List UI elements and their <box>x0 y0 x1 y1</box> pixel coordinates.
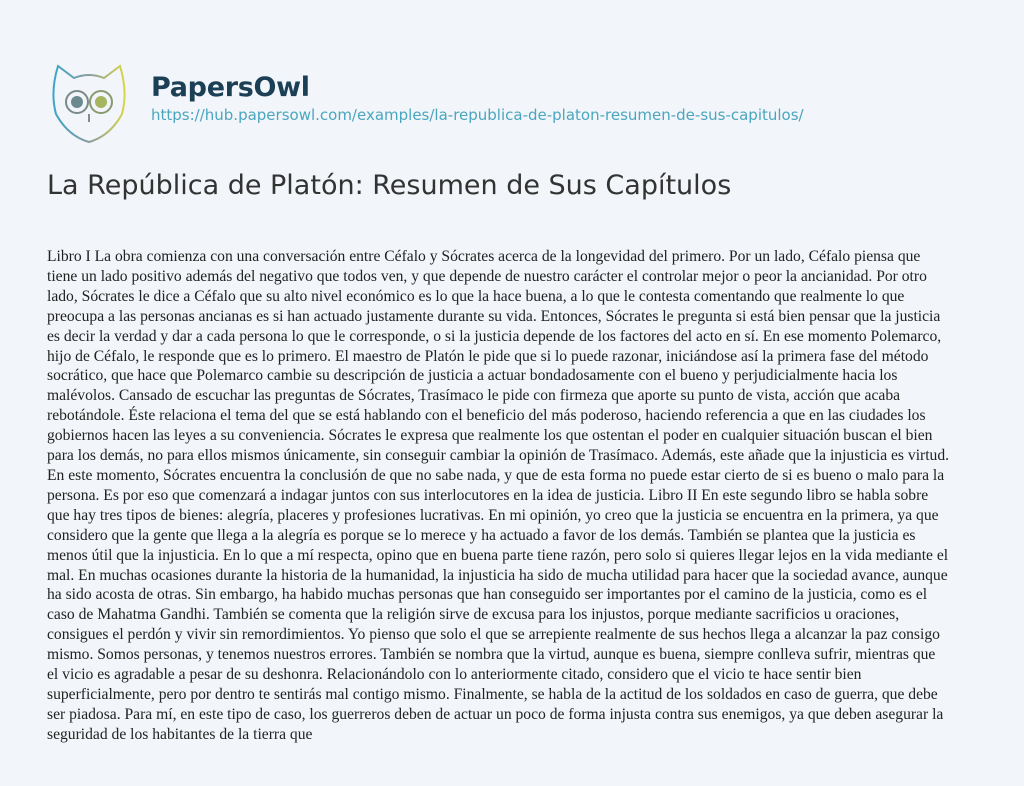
body-text-line: ser piadosa. Para mí, en este tipo de caso, los guerreros deben de actuar un poco de forma injusta contra sus enemigos, ya que deben asegurar la <box>47 705 944 723</box>
body-text-line: gobiernos hacen las leyes a su conveniencia. Sócrates le expresa que realmente los que ostentan el poder en cualquier situación buscan el bien <box>47 427 933 445</box>
document-body <box>47 247 987 745</box>
body-text-line: persona. Es por eso que comenzará a indagar juntos con sus interlocutores en la idea de justicia. Libro II En este segundo libro se habla sobre <box>47 486 929 504</box>
body-text-line: ha sido acosta de otras. Sin embargo, ha habido muchas personas que han conseguido ser importantes por el camino de la justicia, como es el <box>47 586 928 604</box>
site-header <box>48 62 948 142</box>
papersowl-logo-icon[interactable] <box>48 62 130 144</box>
body-text-line: considero que la gente que llega a la alegría es porque se lo merece y ha actuado a favor de los demás. También se plantea que la justicia es <box>47 526 916 544</box>
body-text-line: superficialmente, pero por dentro te sentirás mal contigo mismo. Finalmente, se habla de la actitud de los soldados en caso de guerra, que debe <box>47 685 938 703</box>
body-text-line: tiene un lado positivo además del negativo que todos ven, y que depende de nuestro carácter el controlar mejor o peor la ancianidad. Por otro <box>47 267 927 285</box>
body-text-line: Libro I La obra comienza con una conversación entre Céfalo y Sócrates acerca de la longevidad del primero. Por un lado, Céfalo piensa que <box>47 248 921 265</box>
body-text-line: rebotándole. Éste relaciona el tema del que se está hablando con el beneficio del más poderoso, haciendo referencia a que en las ciudades los <box>47 407 926 425</box>
body-text-line: menos útil que la injusticia. En lo que a mí respecta, opino que en buena parte tiene razón, pero solo si quieres llegar lejos en la vida mediante el <box>47 546 949 564</box>
body-text-line: el vicio es agradable a pesar de su deshonra. Relacionándolo con lo anteriormente citado, considero que el vicio te hace sentir bien <box>47 666 862 684</box>
body-text-line: mal. En muchas ocasiones durante la historia de la humanidad, la injusticia ha sido de mucha utilidad para hacer que la sociedad avance, aunque <box>47 566 948 584</box>
body-text-line: que hay tres tipos de bienes: alegría, placeres y profesiones lucrativas. En mi opinión, yo creo que la justicia se encuentra en la primera, ya que <box>47 506 939 524</box>
body-text-line: socrático, que hace que Polemarco cambie su descripción de justicia a actuar bondadosamente con el bueno y perjudicialmente hacia los <box>47 367 898 385</box>
page-title: La República de Platón: Resumen de Sus Capítulos <box>47 170 732 201</box>
source-url-link[interactable]: https://hub.papersowl.com/examples/la-republica-de-platon-resumen-de-sus-capitulos/ <box>151 106 804 124</box>
body-text-line: malévolos. Cansado de escuchar las preguntas de Sócrates, Trasímaco le pide con firmeza que aporte su punto de vista, acción que acaba <box>47 387 901 405</box>
body-text-line: hijo de Céfalo, le responde que es lo primero. El maestro de Platón le pide que si lo puede razonar, iniciándose así la primera fase del método <box>47 347 929 365</box>
body-text-line: consigues el perdón y vivir sin remordimientos. Yo pienso que solo el que se arrepiente realmente de sus hechos llega a alcanzar la paz consigo <box>47 626 940 644</box>
body-text-line: caso de Mahatma Gandhi. También se comenta que la religión sirve de excusa para los injustos, porque mediante sacrificios u oraciones, <box>47 606 900 624</box>
body-text-line: En este momento, Sócrates encuentra la conclusión de que no sabe nada, y que de esta forma no puede estar cierto de si es bueno o malo para la <box>47 466 945 484</box>
body-text-line: lado, Sócrates le dice a Céfalo que su alto nivel económico es lo que la hace buena, a lo que le contesta comentando que realmente lo que <box>47 287 905 305</box>
brand-name[interactable]: PapersOwl <box>151 72 310 103</box>
body-text-line: mismo. Somos personas, y tenemos nuestros errores. También se nombra que la virtud, aunque es buena, siempre conlleva sufrir, mientras que <box>47 646 936 664</box>
body-text-line: para los demás, no para ellos mismos únicamente, sin conseguir cambiar la opinión de Trasímaco. Además, este añade que la injusticia es virtud. <box>47 447 950 465</box>
body-text-line: seguridad de los habitantes de la tierra que <box>47 725 313 743</box>
body-text-line: preocupa a las personas ancianas es si han actuado justamente durante su vida. Entonces, Sócrates le pregunta si está bien pensar que la justicia <box>47 307 941 325</box>
body-text-line: es decir la verdad y dar a cada persona lo que le corresponde, o si la justicia depende de los factores del acto en sí. En ese momento Polemarco, <box>47 327 942 345</box>
